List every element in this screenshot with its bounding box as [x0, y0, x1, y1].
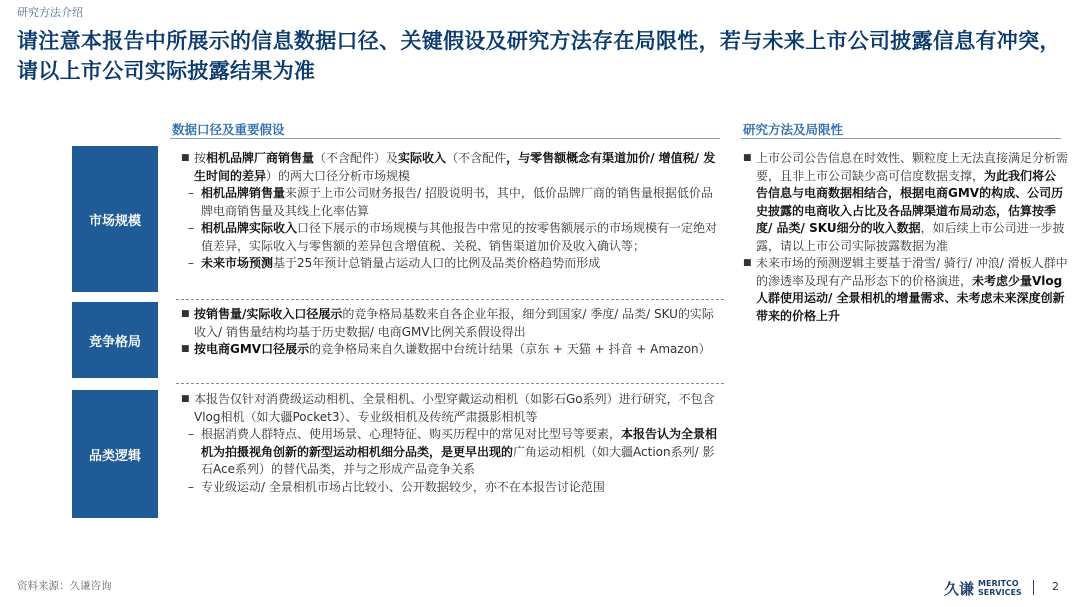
logo-line-1: MERITCO — [978, 579, 1019, 588]
methodology-content — [740, 150, 1068, 325]
page-number: 2 — [1052, 580, 1059, 593]
row-label-category-logic: 品类逻辑 — [72, 390, 158, 518]
left-heading-divider — [170, 138, 720, 139]
row-label-competition: 竞争格局 — [72, 302, 158, 378]
right-column-heading: 研究方法及局限性 — [743, 122, 844, 137]
list-subitem: – 根据消费人群特点、使用场景、心理特征、购买历程中的常见对比型号等要素，本报告认为全景相机为拍摄视角创新的新型运动相机细分品类，是更早出现的广角运动相机（如大疆Action系列/ 影石Ace系列）的替代品类，并与之形成产品竞争关系 — [188, 427, 718, 476]
list-item: ■ 未来市场的预测逻辑主要基于滑雪/ 骑行/ 冲浪/ 滑板人群中的渗透率及现有产品形态下的价格演进，未考虑少量Vlog人群使用运动/ 全景相机的增量需求、未考虑未来深度创新带来的价格上升 — [743, 256, 1068, 323]
source-note: 资料来源：久谦咨询 — [17, 580, 112, 592]
company-logo — [944, 578, 1022, 598]
competition-content — [178, 306, 723, 359]
list-item: ■ 本报告仅针对消费级运动相机、全景相机、小型穿戴运动相机（如影石Go系列）进行研究，不包含Vlog相机（如大疆Pocket3）、专业级相机及传统严肃摄影相机等 — [181, 392, 715, 424]
row-divider — [176, 299, 724, 300]
section-label: 研究方法介绍 — [17, 6, 83, 19]
row-label-market-size: 市场规模 — [72, 146, 158, 292]
logo-text — [978, 579, 1022, 597]
list-item: ■ 上市公司公告信息在时效性、颗粒度上无法直接满足分析需要，且非上市公司缺少高可信度数据支撑，为此我们将公告信息与电商数据相结合，根据电商GMV的构成、公司历史披露的电商收入占比及各品牌渠道布局动态，估算按季度/ 品类/ SKU细分的收入数据，如后续上市公司进一步披露，请以上市公司实际披露数据为准 — [743, 151, 1069, 253]
bullet-icon: ■ — [181, 394, 190, 404]
list-subitem: – 未来市场预测基于25年预计总销量占运动人口的比例及品类价格趋势而形成 — [188, 256, 601, 270]
bullet-icon: ■ — [743, 153, 752, 163]
category-logic-content — [178, 391, 723, 496]
right-heading-divider — [741, 138, 1061, 139]
left-column-heading: 数据口径及重要假设 — [172, 122, 285, 137]
market-size-content — [178, 150, 723, 273]
list-item: ■ 按电商GMV口径展示的竞争格局来自久谦数据中台统计结果（京东 + 天猫 + 抖音 + Amazon） — [178, 341, 723, 359]
list-item: ■ 按销售量/实际收入口径展示的竞争格局基数来自各企业年报，细分到国家/ 季度/ 品类/ SKU的实际收入/ 销售量结构均基于历史数据/ 电商GMV比例关系假设得出 — [181, 307, 714, 339]
list-subitem: – 专业级运动/ 全景相机市场占比较小、公开数据较少，亦不在本报告讨论范围 — [188, 479, 605, 494]
bullet-icon: ■ — [181, 309, 190, 319]
list-item: ■ 按相机品牌厂商销售量（不含配件）及实际收入（不含配件，与零售额概念有渠道加价/ 增值税/ 发生时间的差异）的两大口径分析市场规模 — [181, 151, 716, 183]
row-divider — [176, 383, 724, 384]
footer-separator — [1033, 580, 1034, 595]
list-subitem: – 相机品牌实际收入口径下展示的市场规模与其他报告中常见的按零售额展示的市场规模有一定绝对值差异，实际收入与零售额的差异包含增值税、关税、销售渠道加价及收入确认等； — [188, 221, 718, 253]
bullet-icon: ■ — [743, 258, 752, 268]
page-title: 请注意本报告中所展示的信息数据口径、关键假设及研究方法存在局限性，若与未来上市公司披露信息有冲突，请以上市公司实际披露结果为准 — [17, 29, 1061, 83]
bullet-icon: ■ — [181, 153, 190, 163]
logo-line-2: SERVICES — [978, 588, 1022, 597]
logo-mark: 久谦 — [944, 579, 975, 598]
list-subitem: – 相机品牌销售量来源于上市公司财务报告/ 招股说明书，其中，低价品牌厂商的销售量根据低价品牌电商销售量及其线上化率估算 — [188, 186, 713, 218]
bullet-icon: ■ — [181, 344, 190, 354]
